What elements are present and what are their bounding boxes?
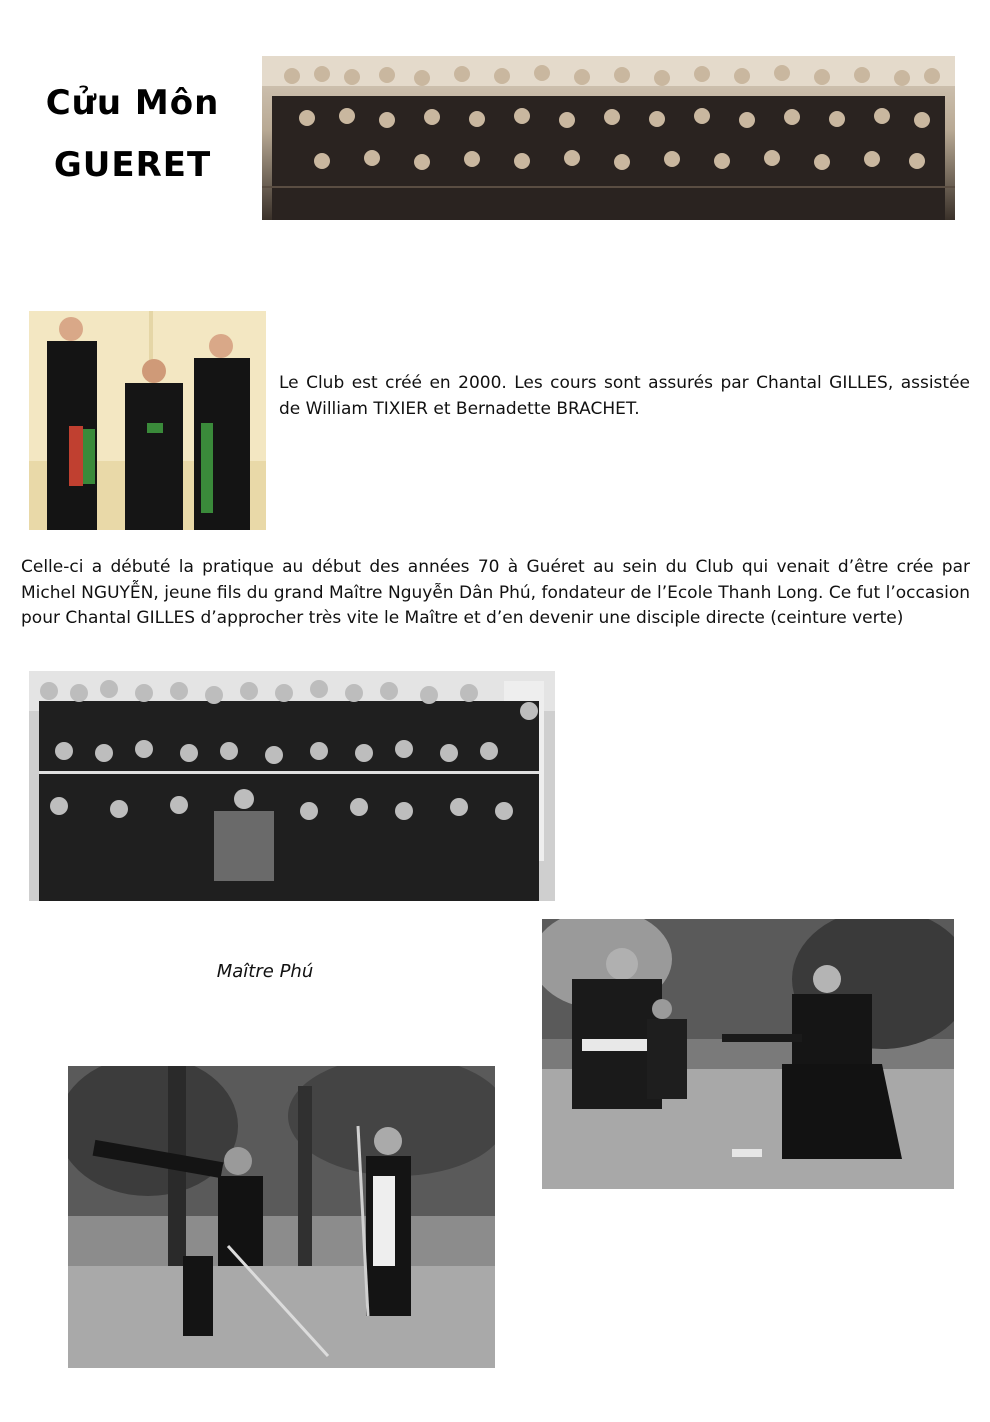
- photo-caption: Maître Phú: [216, 961, 314, 982]
- salute-photo: [542, 919, 954, 1189]
- instructors-photo: [29, 311, 266, 530]
- page-title: [30, 72, 235, 196]
- intro-paragraph: Le Club est créé en 2000. Les cours sont assurés par Chantal GILLES, assistée de William TIXIER et Bernadette BRACHET.: [279, 373, 970, 419]
- historic-group-photo: [29, 671, 555, 901]
- title-line-2: GUERET: [53, 145, 212, 185]
- title-line-1: Cửu Môn: [45, 83, 220, 123]
- history-paragraph: Celle-ci a débuté la pratique au début des années 70 à Guéret au sein du Club qui venait d’être crée par Michel NGUYỄN, jeune fils du grand Maître Nguyễn Dân Phú, fondateur de l’Ecole Thanh Long. Ce fut l’occasion pour Chantal GILLES d’approcher très vite le Maître et d’en devenir une disciple directe (ceinture verte): [21, 557, 970, 628]
- sword-training-photo: [68, 1066, 495, 1368]
- club-group-photo: [262, 56, 955, 220]
